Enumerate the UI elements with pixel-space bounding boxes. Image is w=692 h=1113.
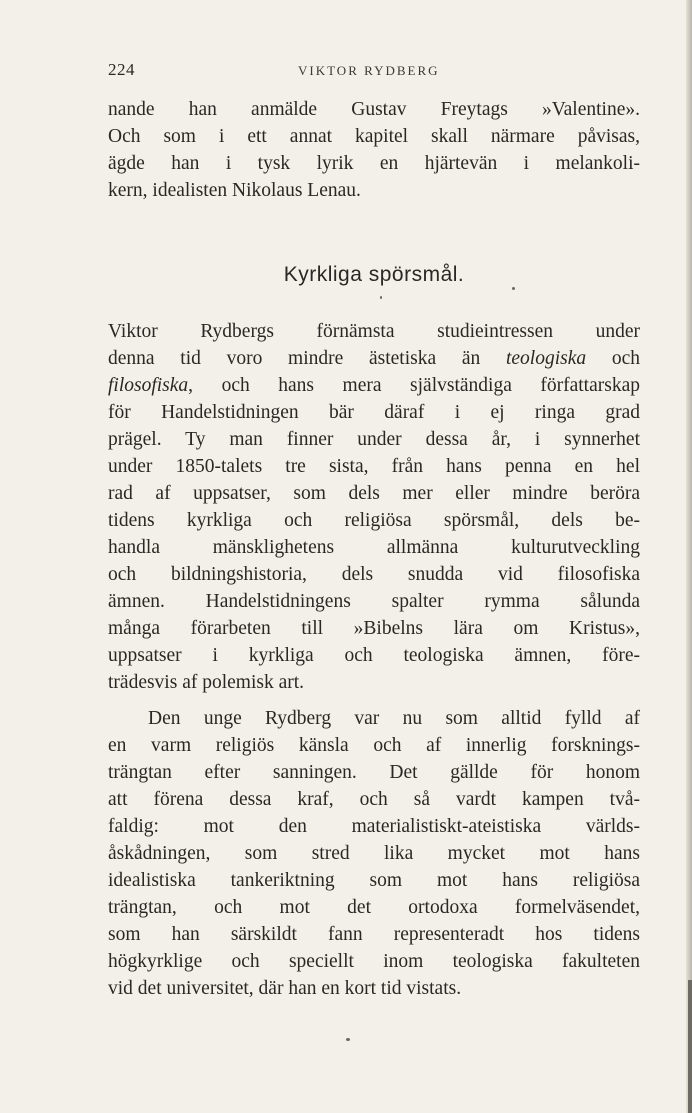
text-line: rad af uppsatser, som dels mer eller mindre beröra [108,483,640,504]
text-line: som han särskildt fann representeradt hos tidens [108,924,640,945]
text-line: kern, idealisten Nikolaus Lenau. [108,180,361,201]
text-line [108,345,640,372]
text-line: tidens kyrkliga och religiösa spörsmål, dels be- [108,510,640,531]
paragraph-3 [108,705,640,1002]
text-line: uppsatser i kyrkliga och teologiska ämnen, före- [108,645,640,666]
text-line: under 1850-talets tre sista, från hans penna en hel [108,456,640,477]
text-line: många förarbeten till »Bibelns lära om Kristus», [108,618,640,639]
text-line: åskådningen, som stred lika mycket mot hans [108,843,640,864]
text-run: denna tid voro mindre ästetiska än [108,348,506,369]
text-run: , och hans mera självständiga författarskap [188,375,640,396]
text-line: ägde han i tysk lyrik en hjärtevän i melankoli- [108,153,640,174]
text-line: Den unge Rydberg var nu som alltid fylld af [148,708,640,729]
text-line: trängtan efter sanningen. Det gällde för honom [108,762,640,783]
paragraph-2 [108,318,640,696]
text-line: trängtan, och mot det ortodoxa formelväsendet, [108,897,640,918]
text-line: prägel. Ty man finner under dessa år, i synnerhet [108,429,640,450]
page-edge-dark [688,980,692,1113]
text-line: ämnen. Handelstidningens spalter rymma sålunda [108,591,640,612]
text-line: faldig: mot den materialistiskt-ateistiska världs- [108,816,640,837]
print-speck [380,296,382,299]
italic-term: filosofiska [108,375,189,396]
running-title: VIKTOR RYDBERG [298,63,440,78]
text-line: Viktor Rydbergs förnämsta studieintressen under [108,321,640,342]
text-line: idealistiska tankeriktning som mot hans religiösa [108,870,640,891]
text-line: att förena dessa kraf, och så vardt kampen två- [108,789,640,810]
page-number: 224 [108,60,135,79]
print-speck [346,1038,350,1041]
running-head [108,60,642,82]
text-line: högkyrklige och speciellt inom teologiska fakulteten [108,951,640,972]
print-speck [512,287,515,290]
text-line: trädesvis af polemisk art. [108,672,305,693]
page-edge-shadow [686,0,692,1113]
italic-term: teologiska [505,348,587,369]
text-line: för Handelstidningen bär däraf i ej ringa grad [108,402,640,423]
text-line [108,372,640,399]
text-line: handla mänsklighetens allmänna kulturutveckling [108,537,640,558]
text-line: och bildningshistoria, dels snudda vid filosofiska [108,564,640,585]
text-run: och [586,348,640,369]
text-line: vid det universitet, där han en kort tid vistats. [108,978,462,999]
text-line: nande han anmälde Gustav Freytags »Valentine». [108,99,640,120]
paragraph-1 [108,96,640,204]
text-line: Och som i ett annat kapitel skall närmare påvisas, [108,126,640,147]
text-line: en varm religiös känsla och af innerlig forsknings- [108,735,640,756]
section-heading: Kyrkliga spörsmål. [283,263,465,286]
